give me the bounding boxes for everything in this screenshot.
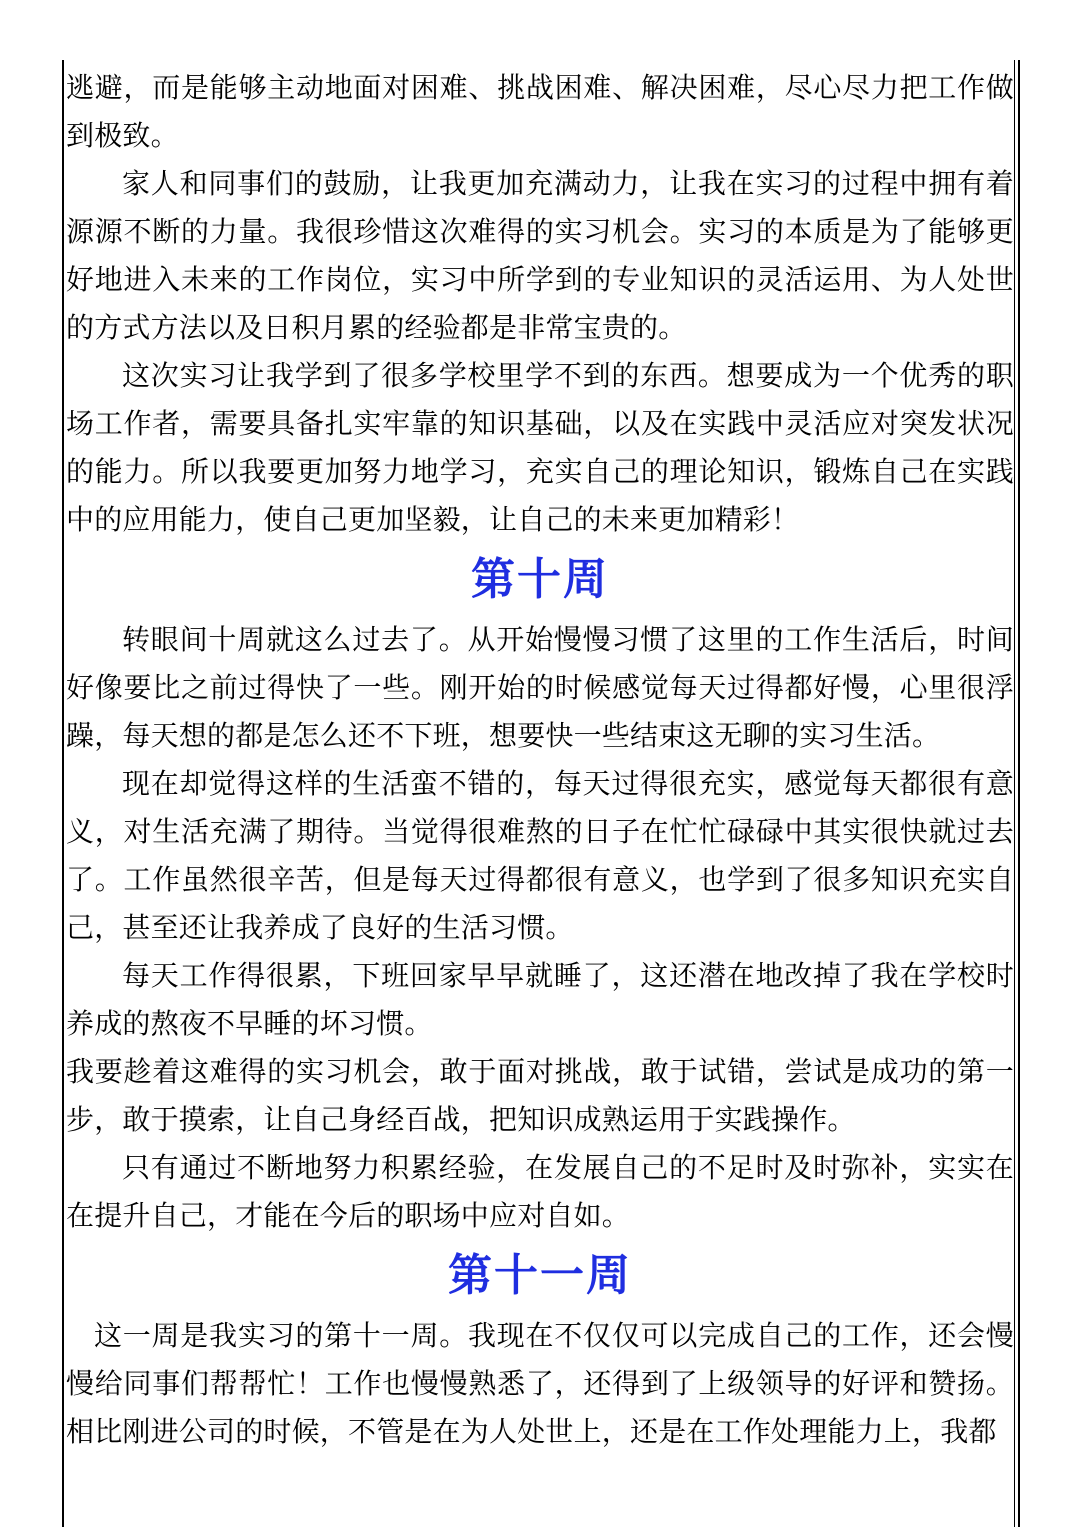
paragraph-week10-1: 转眼间十周就这么过去了。从开始慢慢习惯了这里的工作生活后，时间好像要比之前过得快了一些。刚开始的时候感觉每天过得都好慢，心里很浮躁，每天想的都是怎么还不下班，想要快一些结束这无聊的实习生活。 (66, 623, 1014, 752)
paragraph-prev-1: 逃避，而是能够主动地面对困难、挑战困难、解决困难，尽心尽力把工作做到极致。 (66, 71, 1014, 152)
heading-week-11: 第十一周 (448, 1250, 632, 1301)
paragraph-week10-2: 现在却觉得这样的生活蛮不错的，每天过得很充实，感觉每天都很有意义，对生活充满了期待。当觉得很难熬的日子在忙忙碌碌中其实很快就过去了。工作虽然很辛苦，但是每天过得都很有意义，也学到了很多知识充实自己，甚至还让我养成了良好的生活习惯。 (66, 767, 1014, 944)
paragraph-week11-1: 这一周是我实习的第十一周。我现在不仅仅可以完成自己的工作，还会慢慢给同事们帮帮忙！工作也慢慢熟悉了，还得到了上级领导的好评和赞扬。相比刚进公司的时候，不管是在为人处世上，还是在工作处理能力上，我都 (66, 1319, 1014, 1448)
paragraph-prev-3: 这次实习让我学到了很多学校里学不到的东西。想要成为一个优秀的职场工作者，需要具备扎实牢靠的知识基础，以及在实践中灵活应对突发状况的能力。所以我要更加努力地学习，充实自己的理论知识，锻炼自己在实践中的应用能力，使自己更加坚毅，让自己的未来更加精彩！ (66, 359, 1014, 536)
heading-week-10: 第十周 (471, 554, 609, 605)
paragraph-week10-4: 我要趁着这难得的实习机会，敢于面对挑战，敢于试错，尝试是成功的第一步，敢于摸索，让自己身经百战，把知识成熟运用于实践操作。 (66, 1055, 1014, 1136)
paragraph-prev-2: 家人和同事们的鼓励，让我更加充满动力，让我在实习的过程中拥有着源源不断的力量。我很珍惜这次难得的实习机会。实习的本质是为了能够更好地进入未来的工作岗位，实习中所学到的专业知识的灵活运用、为人处世的方式方法以及日积月累的经验都是非常宝贵的。 (66, 167, 1014, 344)
document-body (66, 64, 1014, 1456)
paragraph-week10-3: 每天工作得很累，下班回家早早就睡了，这还潜在地改掉了我在学校时养成的熬夜不早睡的坏习惯。 (66, 959, 1014, 1040)
paragraph-week10-5: 只有通过不断地努力积累经验，在发展自己的不足时及时弥补，实实在在提升自己，才能在今后的职场中应对自如。 (66, 1151, 1014, 1232)
